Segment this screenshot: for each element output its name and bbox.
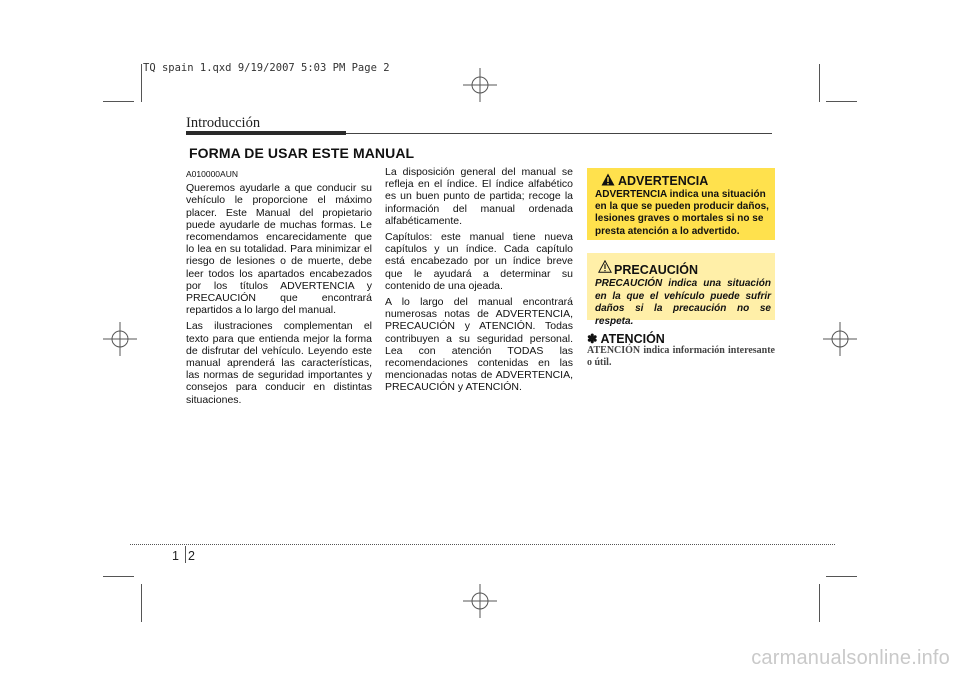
header-rule-accent [186,131,346,135]
paragraph: Queremos ayudarle a que conducir su vehículo le proporcione el máximo placer. Este Manual del propietario puede ayudarle de muchas formas. Le recomendamos encarecidamente que lo lea en su totalidad. Para minimizar el riesgo de lesiones o de muerte, debe leer todos los apartados encabezados por los títulos ADVERTENCIA y PRECAUCIÓN que encontrará repartidos a lo largo del manual. [186,182,372,317]
registration-mark-icon [823,322,857,356]
footer-rule [130,544,835,545]
paragraph: A lo largo del manual encontrará numerosas notas de ADVERTENCIA, PRECAUCIÓN y ATENCIÓN. Todas contribuyen a su seguridad personal. Lea con atención TODAS las recomendaciones contenidas en las mencionadas notas de ADVERTENCIA, PRECAUCIÓN y ATENCIÓN. [385,296,573,394]
page-number-value: 2 [187,549,195,563]
watermark: carmanualsonline.info [751,647,950,669]
paragraph: La disposición general del manual se refleja en el índice. El índice alfabético es un buen punto de partida; recoge la información del manual ordenada alfabéticamente. [385,166,573,227]
registration-mark-icon [463,68,497,102]
note-body: ATENCIÓN indica información interesante o útil. [587,345,775,368]
column-middle [385,166,573,398]
caution-body: PRECAUCIÓN indica una situación en la que el vehículo puede sufrir daños si la precaución no se respeta. [595,278,771,327]
paragraph: Las ilustraciones complementan el texto para que entienda mejor la forma de disfrutar del vehículo. Leyendo este manual aprenderá las características, las normas de seguridad importantes y consejos para conducir en distintas situaciones. [186,320,372,406]
registration-mark-icon [463,584,497,618]
note-title: ✽ ATENCIÓN [587,332,665,346]
registration-mark-icon [103,322,137,356]
page-number [172,549,195,563]
warning-body: ADVERTENCIA indica una situación en la que se pueden producir daños, lesiones graves o mortales si no se presta atención a lo advertido. [595,189,769,237]
warning-title: ADVERTENCIA [618,174,709,188]
reference-code: A010000AUN [186,169,238,179]
column-left [186,168,372,410]
warning-triangle-icon [601,173,615,186]
print-slug: TQ spain 1.qxd 9/19/2007 5:03 PM Page 2 [143,62,390,74]
caution-triangle-icon [598,260,612,273]
section-title: Introducción [186,115,261,131]
chapter-number: 1 [172,549,179,563]
page-heading: FORMA DE USAR ESTE MANUAL [189,145,415,161]
paragraph: Capítulos: este manual tiene nueva capítulos y un índice. Cada capítulo está encabezado por un índice breve que le ayudará a determinar su contenido de una ojeada. [385,231,573,292]
caution-title: PRECAUCIÓN [614,263,699,277]
